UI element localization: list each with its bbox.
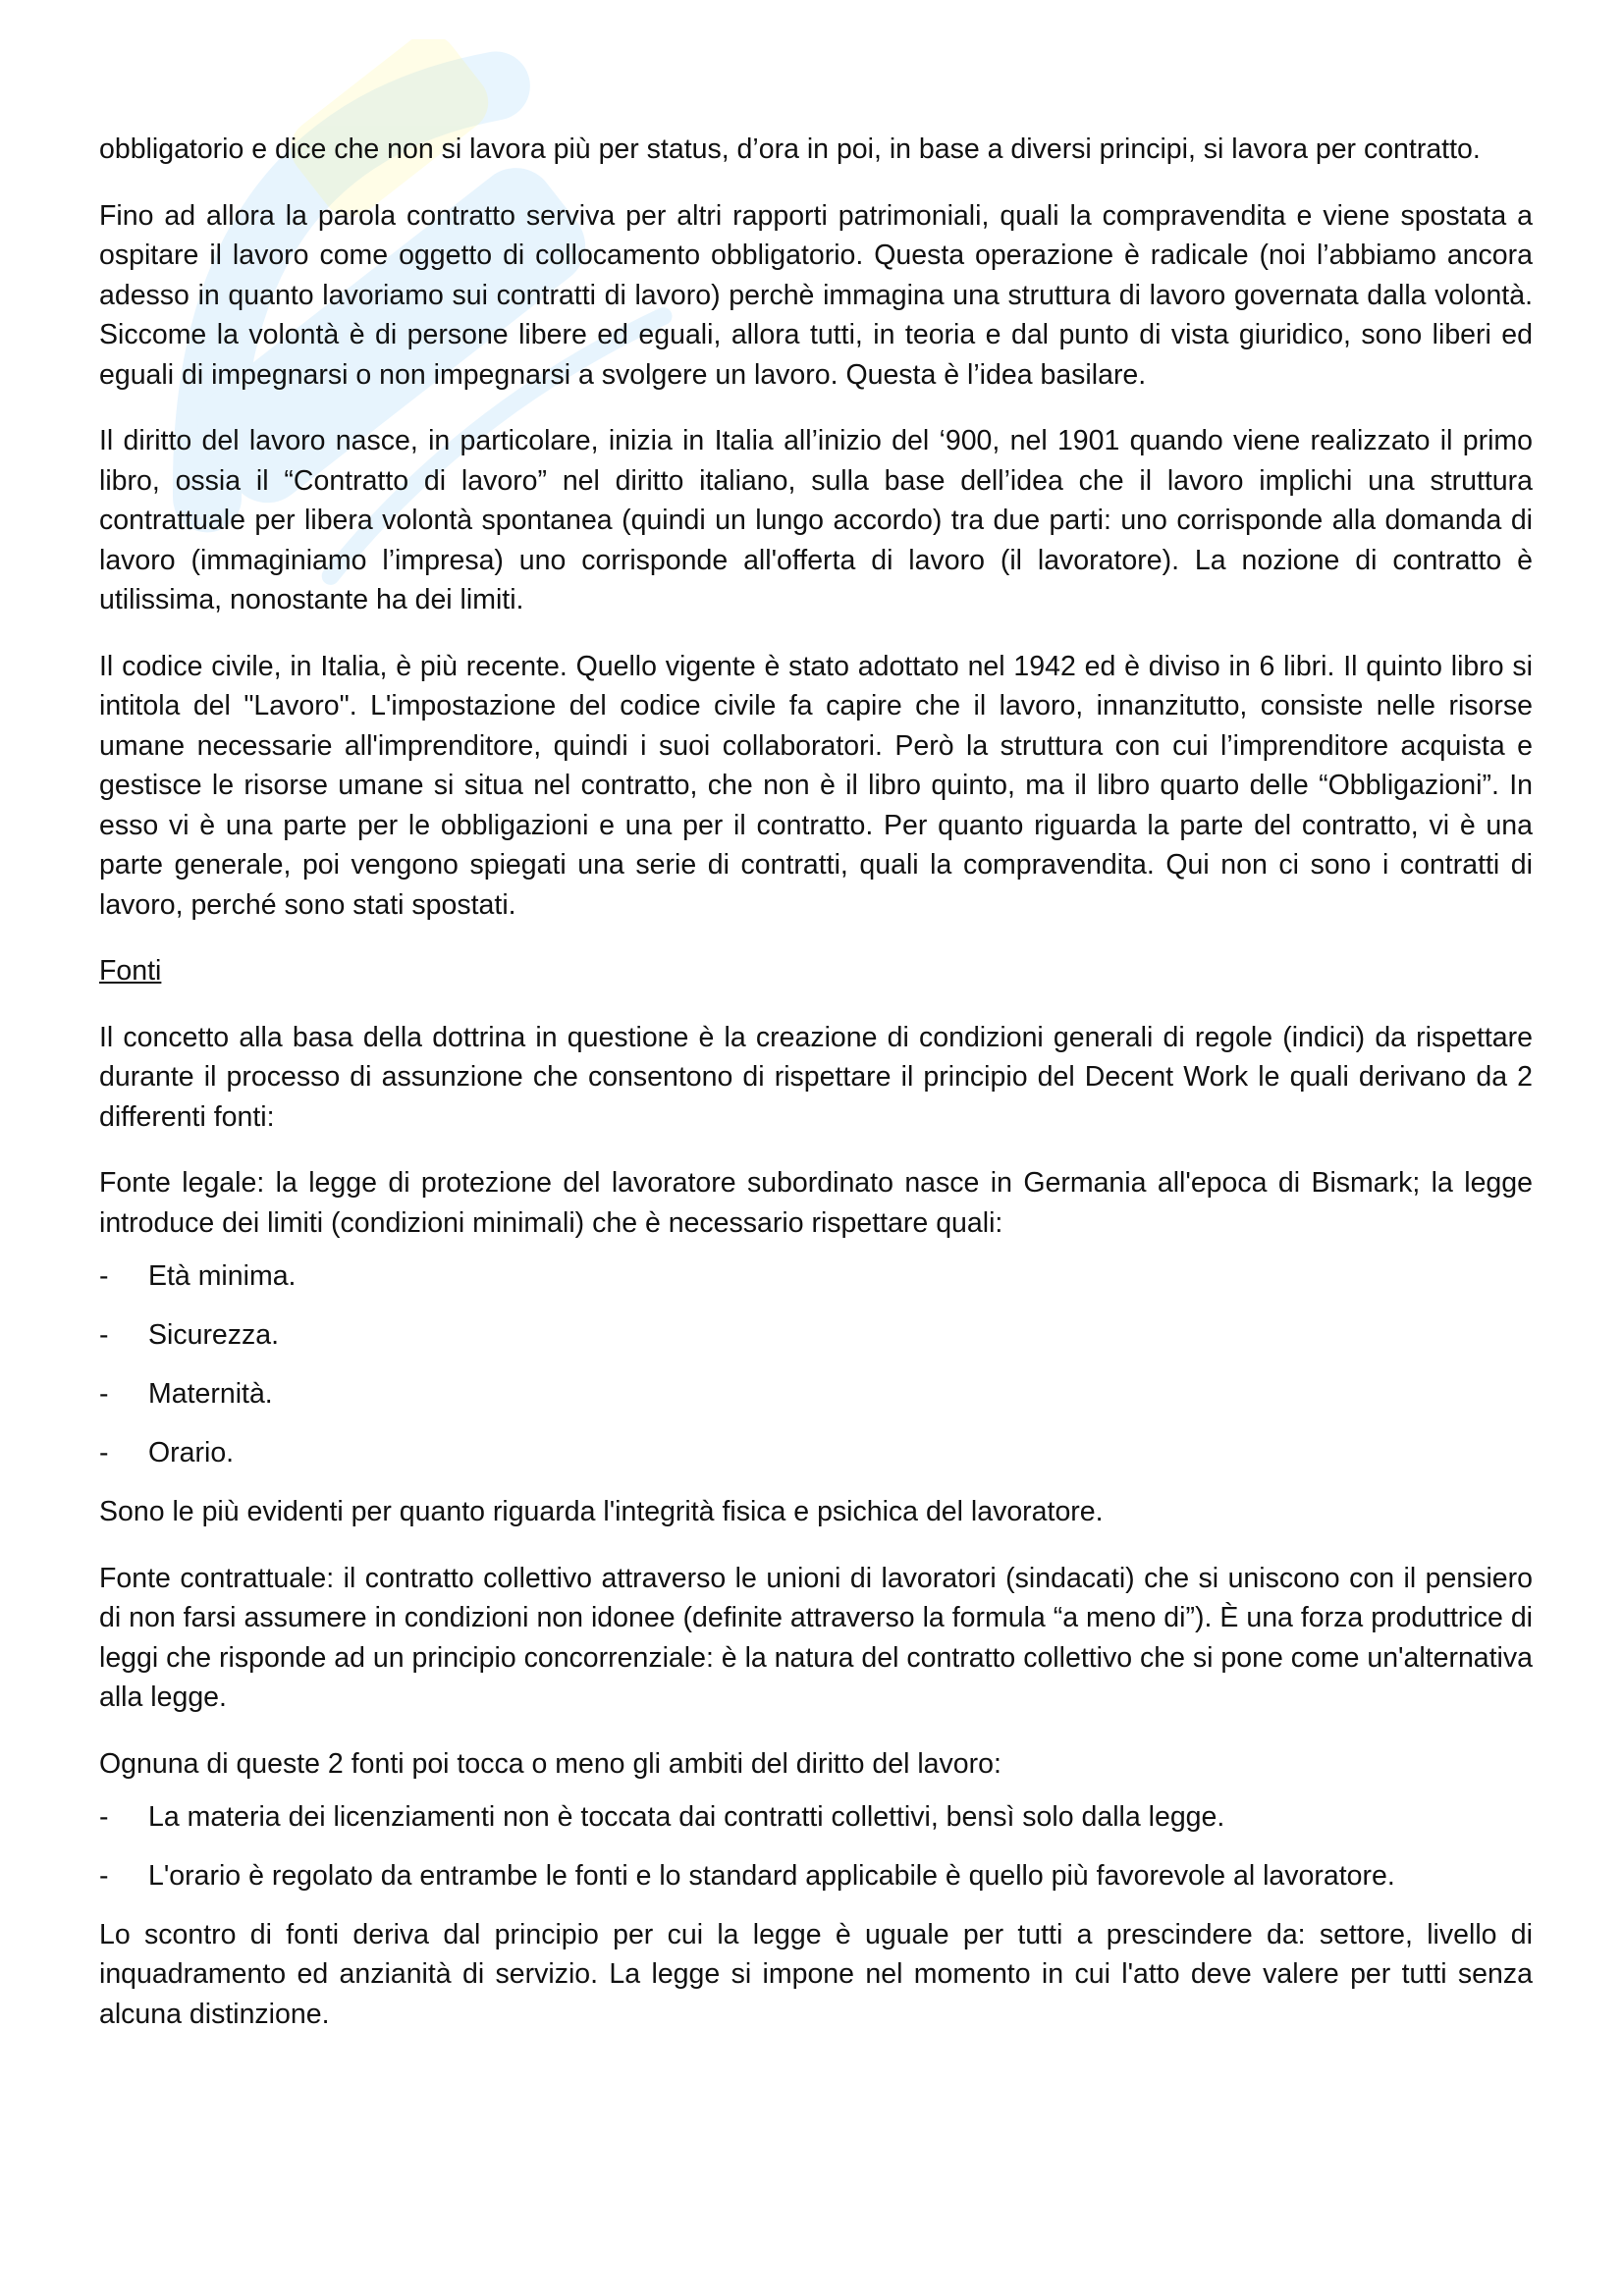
- bullet-dash: -: [99, 1378, 109, 1410]
- bullet-dash: -: [99, 1260, 109, 1292]
- list-item-text: Sicurezza.: [148, 1319, 280, 1351]
- list-item: [99, 1256, 1533, 1297]
- list-item-text: Maternità.: [148, 1378, 273, 1410]
- list-item: [99, 1797, 1533, 1838]
- paragraph-each-source: Ognuna di queste 2 fonti poi tocca o meno gli ambiti del diritto del lavoro:: [99, 1747, 1001, 1780]
- paragraph-labour-law-origin: Il diritto del lavoro nasce, in particolare, inizia in Italia all’inizio del ‘900, nel 1901 quando viene realizzato il primo libro, ossia il “Contratto di lavoro” nel diritto italiano, sulla base dell’idea che il lavoro implichi una struttura contrattuale per libera volontà spontanea (quindi un lungo accordo) tra due parti: uno corrisponde alla domanda di lavoro (immaginiamo l’impresa) uno corrisponde all'offerta di lavoro (il lavoratore). La nozione di contratto è utilissima, nonostante ha dei limiti.: [99, 425, 1533, 615]
- paragraph-contract-source: Fonte contrattuale: il contratto collettivo attraverso le unioni di lavoratori (sindacati) che si uniscono con il pensiero di non farsi assumere in condizioni non idonee (definite attraverso la formula “a meno di”). È una forza produttrice di leggi che risponde ad un principio concorrenziale: è la natura del contratto collettivo che si pone come un'alternativa alla legge.: [99, 1562, 1533, 1713]
- paragraph-civil-code: Il codice civile, in Italia, è più recente. Quello vigente è stato adottato nel 1942 ed è diviso in 6 libri. Il quinto libro si intitola del "Lavoro". L'impostazione del codice civile fa capire che il lavoro, innanzitutto, consiste nelle risorse umane necessarie all'imprenditore, quindi i suoi collaboratori. Però la struttura con cui l’imprenditore acquista e gestisce le risorse umane si situa nel contratto, che non è il libro quinto, ma il libro quarto delle “Obbligazioni”. In esso vi è una parte per le obbligazioni e una per il contratto. Per quanto riguarda la parte del contratto, vi è una parte generale, poi vengono spiegati una serie di contratti, quali la compravendita. Qui non ci sono i contratti di lavoro, perché sono stati spostati.: [99, 650, 1533, 921]
- list-item: [99, 1856, 1533, 1896]
- paragraph-intro: obbligatorio e dice che non si lavora più per status, d’ora in poi, in base a diversi principi, si lavora per contratto.: [99, 133, 1481, 165]
- document-page: [99, 130, 1533, 2060]
- list-item: [99, 1315, 1533, 1356]
- paragraph-evident: Sono le più evidenti per quanto riguarda l'integrità fisica e psichica del lavoratore.: [99, 1496, 1104, 1527]
- list-item-text: La materia dei licenziamenti non è toccata dai contratti collettivi, bensì solo dalla legge.: [148, 1801, 1225, 1833]
- section-heading-label: Fonti: [99, 955, 162, 987]
- list-item: [99, 1433, 1533, 1473]
- list-item-text: Età minima.: [148, 1260, 297, 1292]
- list-item-text: Orario.: [148, 1437, 235, 1468]
- paragraph-legal-source: Fonte legale: la legge di protezione del lavoratore subordinato nasce in Germania all'epoca di Bismark; la legge introduce dei limiti (condizioni minimali) che è necessario rispettare quali:: [99, 1167, 1533, 1239]
- paragraph-concept: Il concetto alla basa della dottrina in questione è la creazione di condizioni generali di regole (indici) da rispettare durante il processo di assunzione che consentono di rispettare il principio del Decent Work le quali derivano da 2 differenti fonti:: [99, 1021, 1533, 1133]
- paragraph-final: Lo scontro di fonti deriva dal principio per cui la legge è uguale per tutti a prescindere da: settore, livello di inquadramento ed anzianità di servizio. La legge si impone nel momento in cui l'atto deve valere per tutti senza alcuna distinzione.: [99, 1918, 1533, 2030]
- bullet-dash: -: [99, 1437, 109, 1468]
- list-scopes: [99, 1797, 1533, 1896]
- list-item-text: L'orario è regolato da entrambe le fonti e lo standard applicabile è quello più favorevole al lavoratore.: [148, 1860, 1395, 1892]
- list-item: [99, 1374, 1533, 1415]
- paragraph-contract-word: Fino ad allora la parola contratto serviva per altri rapporti patrimoniali, quali la compravendita e viene spostata a ospitare il lavoro come oggetto di collocamento obbligatorio. Questa operazione è radicale (noi l’abbiamo ancora adesso in quanto lavoriamo sui contratti di lavoro) perchè immagina una struttura di lavoro governata dalla volontà. Siccome la volontà è di persone libere ed eguali, allora tutti, in teoria e dal punto di vista giuridico, sono liberi ed eguali di impegnarsi o non impegnarsi a svolgere un lavoro. Questa è l’idea basilare.: [99, 199, 1533, 391]
- bullet-dash: -: [99, 1860, 109, 1892]
- section-heading-fonti: [99, 951, 1533, 991]
- bullet-dash: -: [99, 1801, 109, 1833]
- list-minimum-limits: [99, 1256, 1533, 1473]
- bullet-dash: -: [99, 1319, 109, 1351]
